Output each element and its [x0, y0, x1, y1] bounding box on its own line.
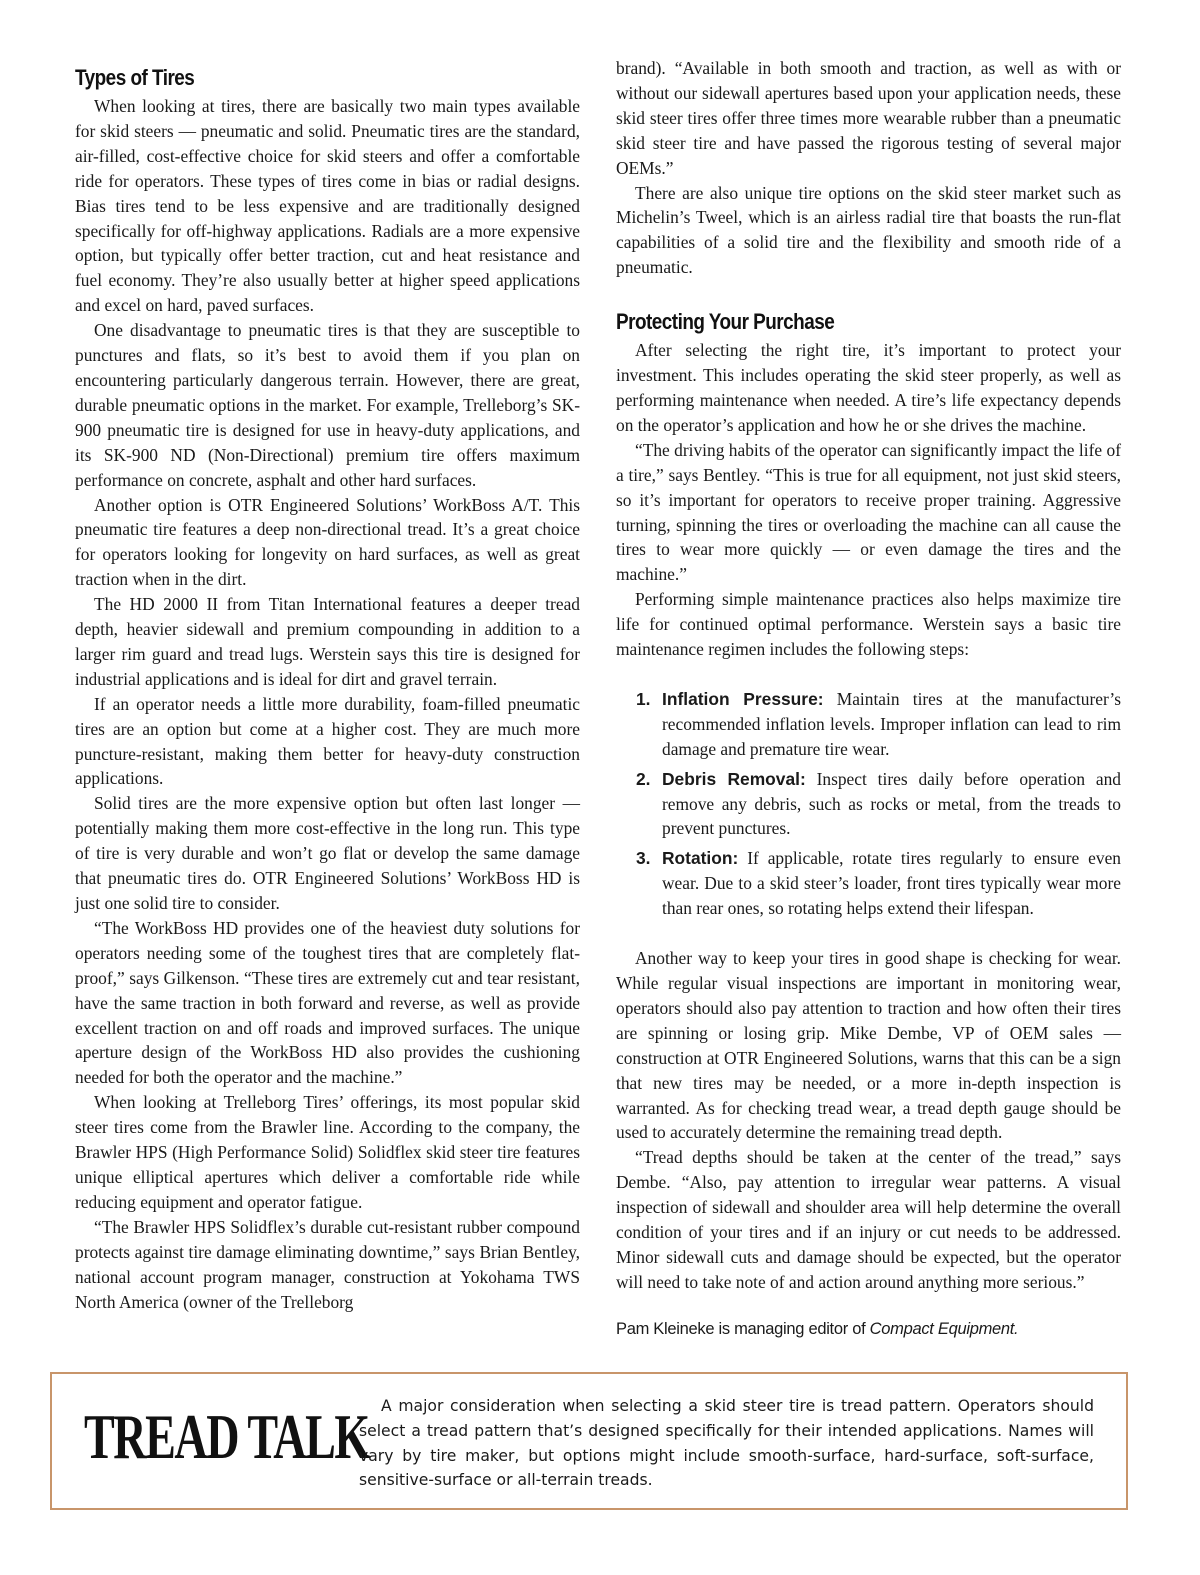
- right-column: [616, 56, 1121, 1342]
- body-paragraph: There are also unique tire options on the skid steer market such as Michelin’s Tweel, which is an airless radial tire that boasts the run-flat capabilities of a solid tire and the flexibility and smooth ride of a pneumatic.: [616, 182, 1121, 278]
- author-byline: [616, 1317, 1121, 1342]
- list-item-number: 2.: [636, 768, 651, 789]
- body-paragraph: Performing simple maintenance practices also helps maximize tire life for continued optimal performance. Werstein says a basic tire maintenance regimen includes the following steps:: [616, 589, 1121, 660]
- list-item-text: If applicable, rotate tires regularly to ensure even wear. Due to a skid steer’s loader, front tires typically wear more than rear ones, so rotating helps extend their lifespan.: [662, 848, 1121, 919]
- byline-text: Pam Kleineke is managing editor of: [616, 1319, 870, 1338]
- tread-talk-sidebar: [50, 1372, 1128, 1510]
- body-paragraph: Another way to keep your tires in good shape is checking for wear. While regular visual inspections are important in monitoring wear, operators should also pay attention to traction and how often their tires are spinning or losing grip. Mike Dembe, VP of OEM sales — construction at OTR Engineered Solutions, warns that this can be a sign that new tires may be needed, or a more in-depth inspection is warranted. As for checking tread wear, a tread depth gauge should be used to accurately determine the remaining tread depth.: [616, 948, 1121, 1143]
- body-paragraph: One disadvantage to pneumatic tires is that they are susceptible to punctures and flats, so it’s best to avoid them if you plan on encountering particularly dangerous terrain. However, there are great, durable pneumatic options in the market. For example, Trelleborg’s SK-900 pneumatic tire is designed for use in heavy-duty applications, and its SK-900 ND (Non-Directional) premium tire offers maximum performance on concrete, asphalt and other hard surfaces.: [75, 320, 580, 490]
- left-column: [75, 56, 580, 1314]
- list-item-text: Inspect tires daily before operation and remove any debris, such as rocks or metal, from the treads to prevent punctures.: [662, 768, 1121, 839]
- body-paragraph: “The WorkBoss HD provides one of the heaviest duty solutions for operators needing some of the toughest tires that are completely flat-proof,” says Gilkenson. “These tires are extremely cut and tear resistant, have the same traction in both forward and reverse, as well as provide excellent traction on and off roads and improved surfaces. The unique aperture design of the WorkBoss HD also provides the cushioning needed for both the operator and the machine.”: [75, 917, 580, 1088]
- list-item: [616, 687, 1121, 762]
- body-paragraph: “The driving habits of the operator can significantly impact the life of a tire,” says Bentley. “This is true for all equipment, not just skid steers, so it’s important for operators to receive proper training. Aggressive turning, spinning the tires or overloading the machine can all cause the tires to wear more quickly — or even damage the tires and the machine.”: [616, 439, 1121, 585]
- body-paragraph: The HD 2000 II from Titan International features a deeper tread depth, heavier sidewall and premium compounding in addition to a larger rim guard and tread lugs. Werstein says this tire is designed for industrial applications and is ideal for dirt and gravel terrain.: [75, 594, 580, 689]
- body-paragraph: Another option is OTR Engineered Solutions’ WorkBoss A/T. This pneumatic tire features a deep non-directional tread. It’s a great choice for operators looking for longevity on hard surfaces, as well as great traction when in the dirt.: [75, 494, 580, 590]
- section-heading-protecting-your-purchase: Protecting Your Purchase: [616, 309, 835, 335]
- publication-name: Compact Equipment.: [869, 1319, 1019, 1338]
- body-paragraph: When looking at tires, there are basically two main types available for skid steers — pneumatic and solid. Pneumatic tires are the standard, air-filled, cost-effective choice for skid steers and offer a comfortable ride for operators. These types of tires come in bias or radial designs. Bias tires tend to be less expensive and are traditionally designed specifically for off-highway applications. Radials are a more expensive option, but typically offer better traction, cut and heat resistance and fuel economy. They’re also usually better at higher speed applications and excel on hard, paved surfaces.: [75, 96, 580, 316]
- section-heading-types-of-tires: Types of Tires: [75, 65, 195, 90]
- maintenance-steps-list: [616, 687, 1121, 921]
- body-paragraph: When looking at Trelleborg Tires’ offerings, its most popular skid steer tires come from the Brawler line. According to the company, the Brawler HPS (High Performance Solid) Solidflex skid steer tire features unique elliptical apertures which deliver a comfortable ride while reducing equipment and operator fatigue.: [75, 1092, 580, 1212]
- sidebar-text: A major consideration when selecting a skid steer tire is tread pattern. Operators should select a tread pattern that’s designed specifically for their intended applications. Names will vary by tire maker, but options might include smooth-surface, hard-surface, soft-surface, sensitive-surface or all-terrain treads.: [359, 1397, 1094, 1490]
- list-item-term: Rotation:: [662, 848, 739, 869]
- list-item: [616, 767, 1121, 842]
- body-paragraph: After selecting the right tire, it’s important to protect your investment. This includes operating the skid steer properly, as well as performing maintenance when needed. A tire’s life expectancy depends on the operator’s application and how he or she drives the machine.: [616, 340, 1121, 435]
- list-item-text: Maintain tires at the manufacturer’s recommended inflation levels. Improper inflation can lead to rim damage and premature tire wear.: [662, 688, 1122, 759]
- body-paragraph-continued: brand). “Available in both smooth and traction, as well as with or without our sidewall apertures based upon your application needs, these skid steer tires offer three times more wearable rubber than a pneumatic skid steer tire and have passed the rigorous testing of several major OEMs.”: [616, 58, 1121, 178]
- body-paragraph: “Tread depths should be taken at the center of the tread,” says Dembe. “Also, pay attention to irregular wear patterns. A visual inspection of sidewall and shoulder area will help determine the overall condition of your tires and if an injury or cut needs to be addressed. Minor sidewall cuts and damage should be expected, but the operator will need to take note of and action around anything more serious.”: [616, 1147, 1121, 1292]
- list-item-number: 3.: [636, 848, 651, 869]
- body-paragraph: Solid tires are the more expensive option but often last longer — potentially making them more cost-effective in the long run. This type of tire is very durable and won’t go flat or develop the same damage that pneumatic tires do. OTR Engineered Solutions’ WorkBoss HD is just one solid tire to consider.: [75, 793, 580, 913]
- body-paragraph: If an operator needs a little more durability, foam-filled pneumatic tires are an option but come at a higher cost. They are much more puncture-resistant, making them better for heavy-duty construction applications.: [75, 693, 580, 789]
- body-paragraph: “The Brawler HPS Solidflex’s durable cut-resistant rubber compound protects against tire damage eliminating downtime,” says Brian Bentley, national account program manager, construction at Yokohama TWS North America (owner of the Trelleborg: [75, 1216, 580, 1312]
- list-item-term: Debris Removal:: [662, 768, 806, 789]
- list-item-term: Inflation Pressure:: [662, 688, 824, 709]
- list-item-number: 1.: [636, 688, 651, 709]
- list-item: [616, 846, 1121, 921]
- sidebar-title: TREAD TALK: [84, 1401, 369, 1472]
